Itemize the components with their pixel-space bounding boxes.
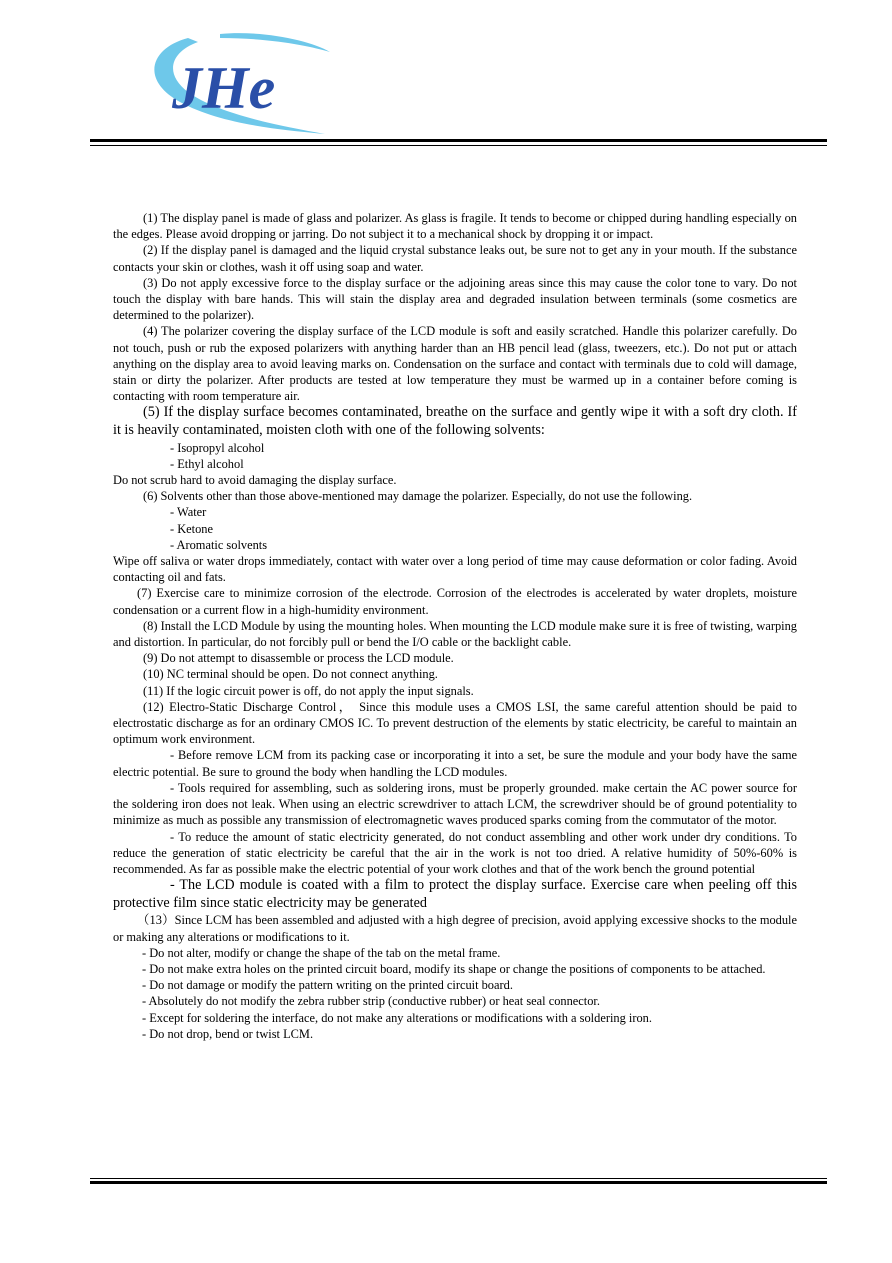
list-item: - Aromatic solvents xyxy=(170,537,268,552)
para-1: (1) The display panel is made of glass and polarizer. As glass is fragile. It tends to become or chipped during handling especially on the edges. Please avoid dropping or jarring. Do not subject it to a mechanical shock by dropping it or impact. xyxy=(113,211,797,242)
para-9: (9) Do not attempt to disassemble or process the LCD module. xyxy=(143,651,454,666)
para-12-bullet-1: - Before remove LCM from its packing case or incorporating it into a set, be sure the module and your body have the same electric potential. Be sure to ground the body when handling the LCD modules. xyxy=(113,748,797,779)
header-rule-thick xyxy=(90,139,827,142)
para-3: (3) Do not apply excessive force to the display surface or the adjoining areas since this may cause the color tone to vary. Do not touch the display with bare hands. This will stain the display area and degraded insulation between terminals (some cosmetics are determined to the polarizer). xyxy=(113,275,797,323)
list-item: - Do not damage or modify the pattern writing on the printed circuit board. xyxy=(142,978,513,993)
footer-rule-thick xyxy=(90,1181,827,1184)
para-12-bullet-3: - To reduce the amount of static electricity generated, do not conduct assembling and other work under dry conditions. To reduce the generation of static electricity be careful that the air in the work is not too dried. A relative humidity of 50%-60% is recommended. As far as possible make the electric potential of your work clothes and that of the work bench the ground potential xyxy=(113,829,797,876)
para-12: (12) Electro-Static Discharge Control， Since this module uses a CMOS LSI, the same careful attention should be paid to electrostatic discharge as for an ordinary CMOS IC. To prevent destruction of the elements by static electricity, be careful to maintain an optimum work environment. xyxy=(113,699,797,747)
list-item: - Isopropyl alcohol xyxy=(170,440,265,455)
para-2: (2) If the display panel is damaged and the liquid crystal substance leaks out, be sure not to get any in your mouth. If the substance contacts your skin or clothes, wash it off using soap and water. xyxy=(113,243,797,274)
list-item: - Do not make extra holes on the printed circuit board, modify its shape or change the positions of components to be attached. xyxy=(142,961,766,976)
para-7: (7) Exercise care to minimize corrosion of the electrode. Corrosion of the electrodes is accelerated by water droplets, moisture condensation or a current flow in a high-humidity environment. xyxy=(113,586,797,617)
header-rule-thin xyxy=(90,145,827,146)
para-6: (6) Solvents other than those above-mentioned may damage the polarizer. Especially, do not use the following. xyxy=(143,489,693,504)
company-logo xyxy=(140,30,340,138)
footer-rule-thin xyxy=(90,1178,827,1179)
list-item: - Except for soldering the interface, do not make any alterations or modifications with a soldering iron. xyxy=(142,1010,652,1025)
list-item: - Do not drop, bend or twist LCM. xyxy=(142,1026,314,1041)
list-item: - Water xyxy=(170,505,207,520)
para-11: (11) If the logic circuit power is off, do not apply the input signals. xyxy=(143,683,474,698)
para-10: (10) NC terminal should be open. Do not connect anything. xyxy=(143,667,438,682)
para-13: （13）Since LCM has been assembled and adjusted with a high degree of precision, avoid applying excessive shocks to the module or making any alterations or modifications to it. xyxy=(113,913,797,944)
para-5-after: Do not scrub hard to avoid damaging the display surface. xyxy=(113,473,397,488)
list-item: - Ketone xyxy=(170,521,214,536)
handling-precautions xyxy=(113,210,797,1042)
list-item: - Do not alter, modify or change the shape of the tab on the metal frame. xyxy=(142,945,501,960)
logo-letters: JHe xyxy=(172,55,276,121)
para-12-bullet-4: - The LCD module is coated with a film to protect the display surface. Exercise care when peeling off this protective film since static electricity may be generated xyxy=(113,877,797,911)
list-item: - Ethyl alcohol xyxy=(170,456,244,471)
para-5: (5) If the display surface becomes contaminated, breathe on the surface and gently wipe it with a soft dry cloth. If it is heavily contaminated, moisten cloth with one of the following solvents: xyxy=(113,404,797,439)
list-item: - Absolutely do not modify the zebra rubber strip (conductive rubber) or heat seal connector. xyxy=(142,994,600,1009)
para-12-bullet-2: - Tools required for assembling, such as soldering irons, must be properly grounded. make certain the AC power source for the soldering iron does not leak. When using an electric screwdriver to attach LCM, the screwdriver should be of ground potentiality to minimize as much as possible any transmission of electromagnetic waves produced sparks coming from the commutator of the motor. xyxy=(113,780,797,828)
para-6-after: Wipe off saliva or water drops immediately, contact with water over a long period of time may cause deformation or color fading. Avoid contacting oil and fats. xyxy=(113,554,797,585)
para-4: (4) The polarizer covering the display surface of the LCD module is soft and easily scratched. Handle this polarizer carefully. Do not touch, push or rub the exposed polarizers with anything harder than an HB pencil lead (glass, tweezers, etc.). Do not put or attach anything on the display area to avoid leaving marks on. Condensation on the surface and contact with terminals due to cold will damage, stain or dirty the polarizer. After products are tested at low temperature they must be warmed up in a container before coming is contacting with room temperature air. xyxy=(113,324,797,404)
para-8: (8) Install the LCD Module by using the mounting holes. When mounting the LCD module make sure it is free of twisting, warping and distortion. In particular, do not forcibly pull or bend the I/O cable or the backlight cable. xyxy=(113,618,797,650)
